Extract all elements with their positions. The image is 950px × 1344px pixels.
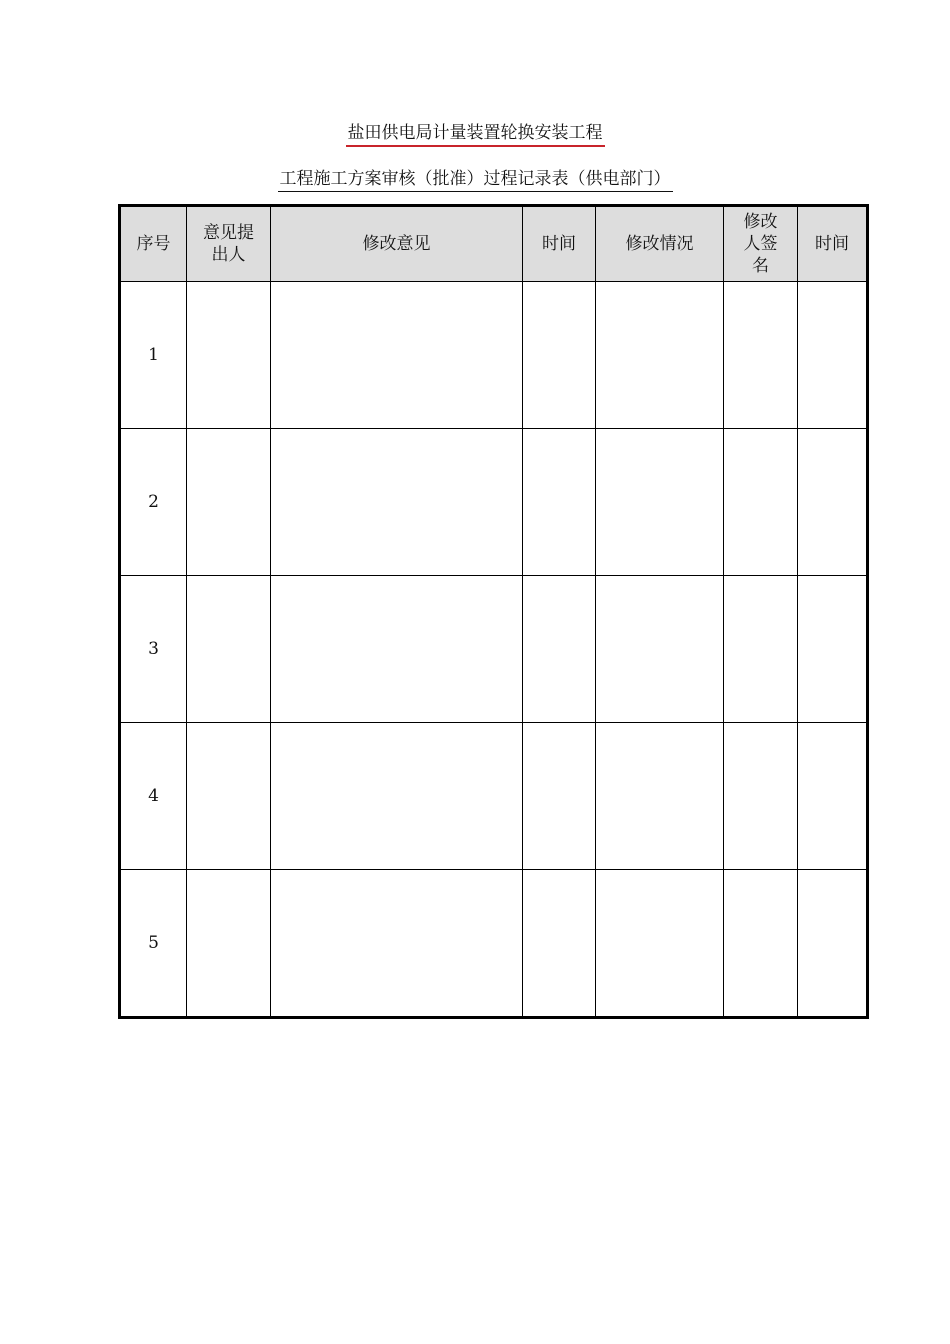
document-subtitle xyxy=(0,169,950,192)
signer-cell xyxy=(724,870,798,1018)
proposer-cell xyxy=(187,870,271,1018)
table-header-row xyxy=(120,206,868,282)
header-time-2: 时间 xyxy=(798,206,868,282)
signer-cell xyxy=(724,723,798,870)
status-cell xyxy=(596,723,724,870)
time-cell xyxy=(523,429,596,576)
opinion-cell xyxy=(271,429,523,576)
status-cell xyxy=(596,429,724,576)
time2-cell xyxy=(798,429,868,576)
status-cell xyxy=(596,282,724,429)
header-time: 时间 xyxy=(523,206,596,282)
time-cell xyxy=(523,723,596,870)
row-number: 1 xyxy=(120,282,187,429)
proposer-cell xyxy=(187,723,271,870)
header-status: 修改情况 xyxy=(596,206,724,282)
time2-cell xyxy=(798,870,868,1018)
time2-cell xyxy=(798,282,868,429)
table-row xyxy=(120,870,868,1018)
opinion-cell xyxy=(271,870,523,1018)
opinion-cell xyxy=(271,282,523,429)
time-cell xyxy=(523,576,596,723)
opinion-cell xyxy=(271,576,523,723)
table-row xyxy=(120,429,868,576)
signer-cell xyxy=(724,282,798,429)
time-cell xyxy=(523,870,596,1018)
header-seq: 序号 xyxy=(120,206,187,282)
document-title-text: 盐田供电局计量装置轮换安装工程 xyxy=(346,123,605,147)
row-number: 4 xyxy=(120,723,187,870)
signer-cell xyxy=(724,576,798,723)
table-row xyxy=(120,282,868,429)
row-number: 2 xyxy=(120,429,187,576)
table-row xyxy=(120,723,868,870)
document-subtitle-text: 工程施工方案审核（批准）过程记录表（供电部门） xyxy=(278,169,673,192)
time2-cell xyxy=(798,576,868,723)
time-cell xyxy=(523,282,596,429)
time2-cell xyxy=(798,723,868,870)
proposer-cell xyxy=(187,576,271,723)
signer-cell xyxy=(724,429,798,576)
row-number: 3 xyxy=(120,576,187,723)
proposer-cell xyxy=(187,429,271,576)
table-row xyxy=(120,576,868,723)
header-opinion: 修改意见 xyxy=(271,206,523,282)
proposer-cell xyxy=(187,282,271,429)
status-cell xyxy=(596,576,724,723)
opinion-cell xyxy=(271,723,523,870)
row-number: 5 xyxy=(120,870,187,1018)
status-cell xyxy=(596,870,724,1018)
header-proposer: 意见提出人 xyxy=(187,206,271,282)
document-title xyxy=(0,123,950,147)
review-record-table xyxy=(118,204,869,1019)
header-signer: 修改人签名 xyxy=(724,206,798,282)
